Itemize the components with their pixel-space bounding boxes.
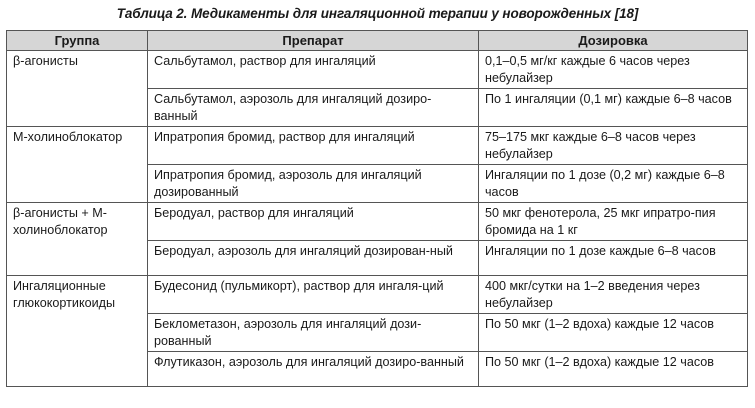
drug-cell: Сальбутамол, раствор для ингаляций xyxy=(148,51,479,89)
table-row xyxy=(7,51,748,89)
table-caption: Таблица 2. Медикаменты для ингаляционной терапии у новорожденных [18] xyxy=(116,6,639,21)
drug-cell: Ипратропия бромид, раствор для ингаляций xyxy=(148,127,479,165)
drug-cell: Беродуал, аэрозоль для ингаляций дозирован-ный xyxy=(148,241,479,276)
group-cell: М-холиноблокатор xyxy=(7,127,148,203)
table-header-row xyxy=(7,31,748,51)
dose-cell: По 50 мкг (1–2 вдоха) каждые 12 часов xyxy=(479,352,748,387)
dose-cell: 400 мкг/сутки на 1–2 введения через небулайзер xyxy=(479,276,748,314)
drug-cell: Беродуал, раствор для ингаляций xyxy=(148,203,479,241)
dose-cell: 0,1–0,5 мг/кг каждые 6 часов через небулайзер xyxy=(479,51,748,89)
dose-cell: По 1 ингаляции (0,1 мг) каждые 6–8 часов xyxy=(479,89,748,127)
drug-cell: Ипратропия бромид, аэрозоль для ингаляций дозированный xyxy=(148,165,479,203)
group-cell: Ингаляционные глюкокортикоиды xyxy=(7,276,148,387)
dose-cell: 50 мкг фенотерола, 25 мкг ипратро-пия бромида на 1 кг xyxy=(479,203,748,241)
header-drug: Препарат xyxy=(148,31,479,51)
drug-cell: Сальбутамол, аэрозоль для ингаляций дозиро-ванный xyxy=(148,89,479,127)
drug-cell: Беклометазон, аэрозоль для ингаляций дози-рованный xyxy=(148,314,479,352)
dose-cell: Ингаляции по 1 дозе каждые 6–8 часов xyxy=(479,241,748,276)
header-group: Группа xyxy=(7,31,148,51)
table-row xyxy=(7,276,748,314)
dose-cell: 75–175 мкг каждые 6–8 часов через небулайзер xyxy=(479,127,748,165)
header-dose: Дозировка xyxy=(479,31,748,51)
table-row xyxy=(7,203,748,241)
table-row xyxy=(7,127,748,165)
drug-cell: Будесонид (пульмикорт), раствор для ингаля-ций xyxy=(148,276,479,314)
drug-cell: Флутиказон, аэрозоль для ингаляций дозиро-ванный xyxy=(148,352,479,387)
group-cell: β-агонисты + М-холиноблокатор xyxy=(7,203,148,276)
medication-table xyxy=(6,30,748,387)
dose-cell: По 50 мкг (1–2 вдоха) каждые 12 часов xyxy=(479,314,748,352)
dose-cell: Ингаляции по 1 дозе (0,2 мг) каждые 6–8 часов xyxy=(479,165,748,203)
group-cell: β-агонисты xyxy=(7,51,148,127)
